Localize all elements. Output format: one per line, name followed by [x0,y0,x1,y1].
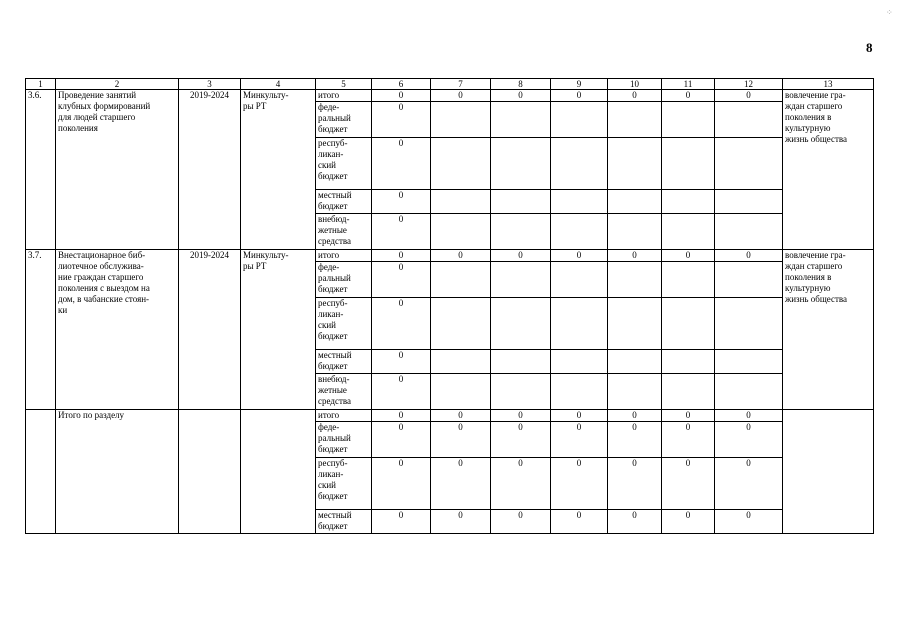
source-cell [316,458,372,510]
header-cell: 3 [179,79,241,90]
source-cell-line: итого [318,410,340,420]
activity-name-line: поколения с выездом на [58,283,150,293]
value-cell: 0 [491,422,551,458]
activity-name-line: Внестационарное биб- [58,250,146,260]
value-cell [491,190,551,214]
value-cell [431,374,491,410]
value-cell: 0 [551,410,608,422]
value-cell: 0 [608,90,662,102]
value-cell: 0 [431,90,491,102]
value-cell: 0 [431,422,491,458]
value-cell: 0 [551,422,608,458]
value-cell [662,214,715,250]
value-cell: 0 [608,250,662,262]
value-cell: 0 [372,510,431,534]
header-cell: 2 [56,79,179,90]
value-cell: 0 [608,422,662,458]
activity-name-line: дом, в чабанские стоян- [58,294,150,304]
table-row [26,250,874,262]
source-cell-line: жетные [318,385,347,395]
value-cell: 0 [431,510,491,534]
value-cell [662,262,715,298]
activity-name-line: поколения [58,123,98,133]
value-cell: 0 [491,458,551,510]
value-cell [715,102,783,138]
value-cell: 0 [491,250,551,262]
source-cell [316,90,372,102]
source-cell-line: феде- [318,422,340,432]
source-cell-line: бюджет [318,201,348,211]
result-cell-line: культурную [785,283,831,293]
source-cell [316,102,372,138]
value-cell: 0 [662,510,715,534]
value-cell [608,374,662,410]
row-number: 3.7. [26,250,56,410]
value-cell [431,350,491,374]
value-cell: 0 [551,458,608,510]
activity-name-line: ки [58,305,68,315]
source-cell-line: бюджет [318,284,348,294]
value-cell [715,350,783,374]
value-cell [662,298,715,350]
value-cell [551,298,608,350]
source-cell-line: бюджет [318,171,348,181]
source-cell-line: внебюд- [318,374,350,384]
source-cell [316,510,372,534]
value-cell: 0 [372,214,431,250]
value-cell [662,350,715,374]
source-cell-line: итого [318,90,340,100]
header-cell: 7 [431,79,491,90]
value-cell: 0 [372,262,431,298]
source-cell-line: ральный [318,113,351,123]
executor-cell-line: Минкульту- [243,90,289,100]
activity-name [56,90,179,250]
source-cell [316,422,372,458]
result-cell-line: вовлечение гра- [785,250,846,260]
value-cell [431,190,491,214]
header-cell: 10 [608,79,662,90]
section-total-row [26,410,874,422]
executor-cell [241,250,316,410]
value-cell [551,374,608,410]
source-cell-line: респуб- [318,138,348,148]
value-cell [608,262,662,298]
value-cell: 0 [372,298,431,350]
result-cell-line: ждан старшего [785,101,843,111]
section-total-label: Итого по разделу [56,410,179,534]
value-cell: 0 [372,90,431,102]
value-cell [551,262,608,298]
source-cell-line: бюджет [318,444,348,454]
row-number: 3.6. [26,90,56,250]
value-cell: 0 [662,90,715,102]
activity-name-line: Проведение занятий [58,90,137,100]
value-cell [491,350,551,374]
header-cell: 6 [372,79,431,90]
row-number [26,410,56,534]
value-cell [662,190,715,214]
source-cell [316,374,372,410]
source-cell-line: бюджет [318,491,348,501]
header-cell: 8 [491,79,551,90]
period-cell: 2019-2024 [179,250,241,410]
executor-cell [241,90,316,250]
value-cell: 0 [372,350,431,374]
value-cell [662,138,715,190]
value-cell [551,138,608,190]
value-cell: 0 [715,250,783,262]
table-body [26,90,874,534]
value-cell: 0 [372,458,431,510]
page-number: 8 [866,40,873,55]
value-cell [715,374,783,410]
value-cell [608,138,662,190]
value-cell [491,262,551,298]
value-cell: 0 [372,422,431,458]
value-cell: 0 [491,410,551,422]
value-cell [431,298,491,350]
result-cell-line: вовлечение гра- [785,90,846,100]
source-cell-line: респуб- [318,458,348,468]
source-cell [316,298,372,350]
value-cell [551,190,608,214]
value-cell: 0 [715,458,783,510]
value-cell: 0 [372,138,431,190]
header-cell: 5 [316,79,372,90]
source-cell-line: бюджет [318,521,348,531]
table-row [26,90,874,102]
source-cell-line: местный [318,510,352,520]
header-cell: 11 [662,79,715,90]
period-cell [179,410,241,534]
source-cell [316,138,372,190]
value-cell: 0 [715,90,783,102]
source-cell-line: местный [318,190,352,200]
source-cell [316,262,372,298]
value-cell: 0 [715,510,783,534]
value-cell [608,102,662,138]
activity-name-line: клубных формирований [58,101,151,111]
result-cell-line: жизнь общества [785,294,848,304]
value-cell: 0 [372,102,431,138]
value-cell [491,138,551,190]
result-cell-line: культурную [785,123,831,133]
value-cell [431,262,491,298]
value-cell [715,138,783,190]
source-cell-line: респуб- [318,298,348,308]
header-cell: 9 [551,79,608,90]
source-cell-line: ликан- [318,309,344,319]
executor-cell-line: ры РТ [243,261,267,271]
value-cell: 0 [662,422,715,458]
value-cell [431,102,491,138]
source-cell [316,410,372,422]
value-cell: 0 [372,374,431,410]
value-cell: 0 [372,250,431,262]
source-cell-line: внебюд- [318,214,350,224]
executor-cell [241,410,316,534]
source-cell-line: бюджет [318,124,348,134]
source-cell-line: ральный [318,273,351,283]
source-cell-line: феде- [318,262,340,272]
value-cell: 0 [715,422,783,458]
source-cell-line: бюджет [318,331,348,341]
value-cell [491,102,551,138]
value-cell [551,214,608,250]
source-cell-line: средства [318,396,352,406]
value-cell [715,214,783,250]
source-cell-line: ский [318,480,336,490]
value-cell [608,298,662,350]
value-cell: 0 [608,458,662,510]
result-cell-line: ждан старшего [785,261,843,271]
result-cell-line: жизнь общества [785,134,848,144]
activity-name-line: лиотечное обслужива- [58,261,144,271]
header-cell: 12 [715,79,783,90]
value-cell: 0 [662,250,715,262]
value-cell: 0 [662,458,715,510]
source-cell-line: ский [318,160,336,170]
value-cell: 0 [431,458,491,510]
value-cell [715,190,783,214]
value-cell [608,190,662,214]
result-cell-line: поколения в [785,112,832,122]
header-cell: 4 [241,79,316,90]
header-cell: 1 [26,79,56,90]
activity-name-line: ние граждан старшего [58,272,144,282]
source-cell [316,350,372,374]
result-cell [783,90,874,250]
source-cell-line: средства [318,236,352,246]
value-cell: 0 [372,410,431,422]
value-cell [608,350,662,374]
value-cell: 0 [551,90,608,102]
source-cell-line: ликан- [318,149,344,159]
source-cell-line: ский [318,320,336,330]
value-cell [431,138,491,190]
source-cell-line: местный [318,350,352,360]
source-cell-line: бюджет [318,361,348,371]
source-cell-line: жетные [318,225,347,235]
source-cell [316,250,372,262]
value-cell [551,102,608,138]
activity-name [56,250,179,410]
value-cell [715,262,783,298]
value-cell: 0 [372,190,431,214]
executor-cell-line: ры РТ [243,101,267,111]
value-cell [662,374,715,410]
value-cell: 0 [608,510,662,534]
executor-cell-line: Минкульту- [243,250,289,260]
value-cell [662,102,715,138]
result-cell [783,410,874,534]
value-cell: 0 [491,90,551,102]
value-cell: 0 [431,410,491,422]
value-cell: 0 [431,250,491,262]
value-cell: 0 [551,510,608,534]
source-cell-line: итого [318,250,340,260]
value-cell [715,298,783,350]
result-cell [783,250,874,410]
source-cell [316,214,372,250]
corner-mark: ⁘ [886,8,893,17]
budget-table [25,78,874,534]
source-cell-line: феде- [318,102,340,112]
source-cell [316,190,372,214]
value-cell: 0 [662,410,715,422]
value-cell: 0 [551,250,608,262]
value-cell [551,350,608,374]
period-cell: 2019-2024 [179,90,241,250]
value-cell: 0 [715,410,783,422]
source-cell-line: ликан- [318,469,344,479]
header-row [26,79,874,90]
value-cell [608,214,662,250]
value-cell [491,298,551,350]
result-cell-line: поколения в [785,272,832,282]
activity-name-line: для людей старшего [58,112,136,122]
value-cell: 0 [608,410,662,422]
value-cell [491,214,551,250]
source-cell-line: ральный [318,433,351,443]
value-cell: 0 [491,510,551,534]
header-cell: 13 [783,79,874,90]
value-cell [431,214,491,250]
value-cell [491,374,551,410]
